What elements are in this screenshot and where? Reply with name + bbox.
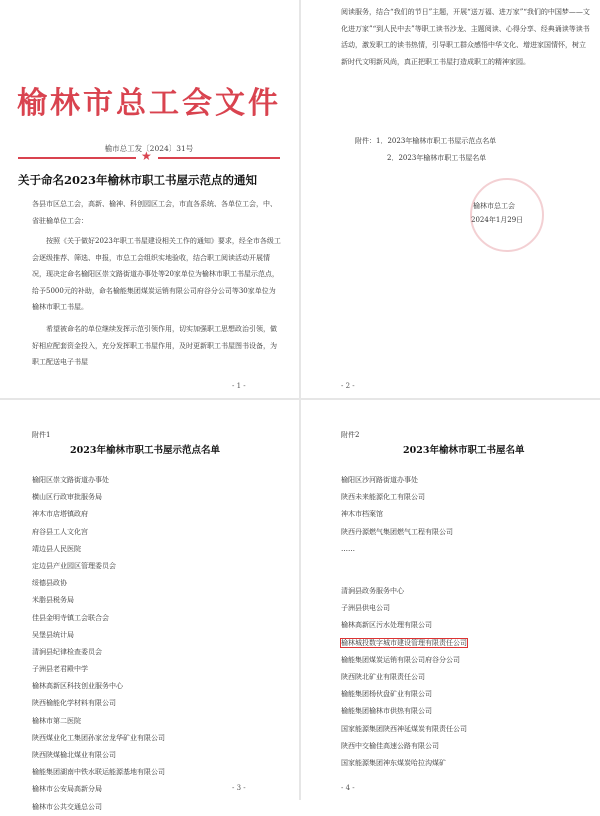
list-item: 米脂县税务局 — [32, 596, 74, 605]
list-item: 榆林市第二医院 — [32, 716, 81, 725]
list-item: 榆林高新区科技创业服务中心 — [32, 682, 123, 691]
list-item: 陕西榆能化学材料有限公司 — [32, 699, 116, 708]
document-number: 榆市总工发〔2024〕31号 — [104, 144, 194, 153]
highlighted-list-item: 榆林城投数字城市建设管理有限责任公司 — [341, 638, 467, 647]
list-title-demonstration: 2023年榆林市职工书屋示范点名单 — [70, 445, 220, 456]
attachment-1-label: 附件1 — [32, 431, 51, 439]
list-item: 榆阳区沙河路街道办事处 — [341, 476, 418, 484]
list-item: 榆林市公安局高新分局 — [32, 785, 102, 794]
list-item — [341, 635, 467, 652]
list-item: 国家能源集团陕西神延煤炭有限责任公司 — [341, 724, 467, 733]
bookhouse-list-bottom — [341, 583, 467, 772]
paragraph-continued: 阅读服务，结合“我们的节日”主题，开展“送万福、进万家”“我们的中国梦——文化进万家”“到人民中去”等职工读书沙龙、主题阅读、心得分享、经典诵读等读书活动，激发职工的读书热情，引导职工群众感悟中华文化、增进家国情怀，树立新时代文明新风尚，真正把职工书屋打造成职工的精神家园。 — [341, 8, 590, 66]
page-2 — [301, 0, 600, 397]
paragraph-body-1: 按照《关于做好2023年职工书屋建设相关工作的通知》要求，经全市各级工会逐级推荐、筛选、申报，市总工会组织实地验收，结合职工阅读活动开展情况，现决定命名榆阳区崇文路街道办事处等20家单位为榆林市职工书屋示范点，给予5000元的补助，命名榆能集团煤炭运销有限公司府谷分公司等30家单位为榆林市职工书屋。 — [32, 237, 281, 312]
red-rule-right — [158, 157, 280, 159]
seal-stamp — [470, 178, 544, 252]
list-item: 榆能集团煤炭运销有限公司府谷分公司 — [341, 655, 460, 664]
list-item: 定边县产业园区管理委员会 — [32, 561, 116, 570]
list-item: 榆能集团湖南中铁水联运能源基地有限公司 — [32, 768, 165, 777]
page-number-2: - 2 - — [341, 382, 355, 390]
list-item: 吴堡县统计局 — [32, 630, 74, 639]
masthead-title: 榆林市总工会文件 — [17, 86, 281, 121]
list-item: 榆林高新区污水处理有限公司 — [341, 621, 432, 630]
paragraph-salutation: 各县市区总工会，高新、榆神、科创园区工会，市直各系统、各单位工会，中、省驻榆单位工会： — [32, 200, 277, 225]
date: 2024年1月29日 — [471, 216, 524, 224]
list-item: 清涧县政务服务中心 — [341, 587, 404, 595]
list-item: 靖边县人民医院 — [32, 544, 81, 553]
list-item: 清涧县纪律检查委员会 — [32, 647, 102, 656]
list-item: 神木市档案馆 — [341, 510, 383, 519]
list-item: 陕西丹源燃气集团燃气工程有限公司 — [341, 527, 453, 536]
attachment-2-heading: 附件2 — [341, 431, 360, 439]
list-item: 国家能源集团神东煤炭哈拉沟煤矿 — [341, 758, 446, 767]
list-item: 子洲县老君殿中学 — [32, 665, 88, 674]
list-item: 绥德县政协 — [32, 579, 67, 588]
star-icon: ★ — [141, 149, 152, 163]
demonstration-list — [32, 472, 165, 816]
attachment-2-label: 2．2023年榆林市职工书屋名单 — [387, 154, 487, 162]
attachments-label: 附件：1．2023年榆林市职工书屋示范点名单 — [355, 137, 497, 145]
list-item: 佳县金明寺镇工会联合会 — [32, 613, 109, 622]
signature: 榆林市总工会 — [473, 202, 515, 210]
list-item: 榆林市公共交通总公司 — [32, 802, 102, 811]
list-title-bookhouse: 2023年榆林市职工书屋名单 — [403, 445, 525, 456]
list-item: 陕西陕北矿业有限责任公司 — [341, 672, 425, 681]
list-item: 陕西陕煤榆北煤业有限公司 — [32, 751, 116, 759]
list-item: 府谷县工人文化宫 — [32, 527, 88, 536]
bookhouse-list-top — [341, 472, 453, 558]
list-item: 横山区行政审批服务局 — [32, 493, 102, 502]
list-item: 陕西未来能源化工有限公司 — [341, 493, 425, 502]
page-number-4: - 4 - — [341, 784, 355, 792]
red-rule-left — [18, 157, 136, 159]
notice-title: 关于命名2023年榆林市职工书屋示范点的通知 — [18, 173, 258, 187]
list-item: 榆阳区崇文路街道办事处 — [32, 476, 109, 484]
page-1 — [0, 0, 298, 397]
list-item: …… — [341, 544, 355, 553]
list-item: 榆能集团榆林市供热有限公司 — [341, 707, 432, 716]
list-item: 陕西煤业化工集团孙家岔龙华矿业有限公司 — [32, 733, 165, 742]
paragraph-body-2: 希望被命名的单位继续发挥示范引领作用，切实加强职工思想政治引领，做好相应配套资金投入，充分发挥职工书屋作用，及时更新职工书屋图书设备，为职工配送电子书屋 — [32, 325, 277, 367]
list-item: 陕西中交榆佳高速公路有限公司 — [341, 741, 439, 750]
page-number-1: - 1 - — [232, 382, 246, 390]
list-item: 子洲县供电公司 — [341, 604, 390, 613]
page-number-3: - 3 - — [232, 784, 246, 792]
list-item: 榆能集团杨伙盘矿业有限公司 — [341, 690, 432, 699]
page-3 — [0, 400, 298, 811]
list-item: 神木市店塔镇政府 — [32, 510, 88, 519]
page-4 — [301, 400, 600, 800]
